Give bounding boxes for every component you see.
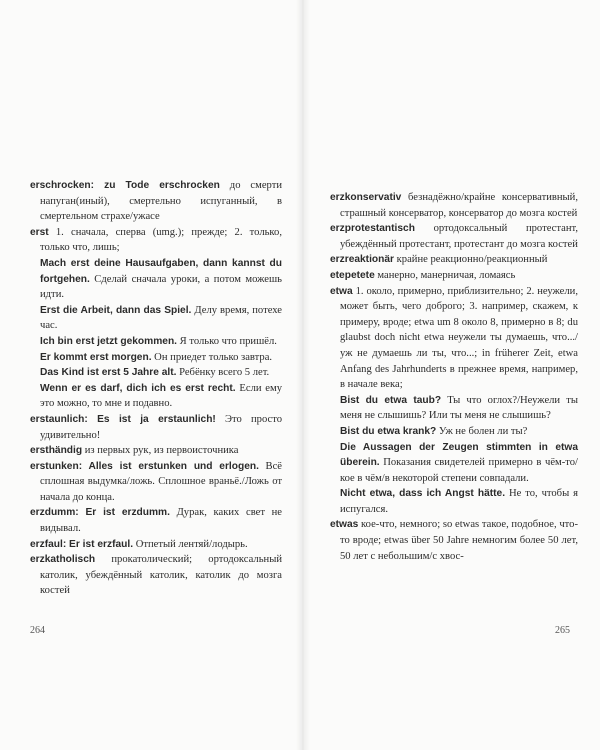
translation: ортодоксальный протестант, убеждённый протестант, протестант до мозга костей	[340, 223, 578, 250]
dictionary-entry	[330, 221, 578, 252]
headword: Ich bin erst jetzt gekommen.	[40, 335, 177, 347]
left-page-column	[30, 178, 282, 599]
dictionary-example	[30, 350, 282, 366]
headword: Erst die Arbeit, dann das Spiel.	[40, 304, 192, 316]
translation: кое-что, немного; so etwas такое, подобное, что-то вроде; etwas über 50 Jahre немногим более 50 лет, 50 лет с небольшим/с хвос-	[340, 519, 578, 562]
translation: Если ему это можно, то мне и подавно.	[40, 382, 282, 410]
headword: erzdumm: Er ist erzdumm.	[30, 507, 170, 519]
headword: erzkatholisch	[30, 554, 96, 566]
headword: Nicht etwa, dass ich Angst hätte.	[340, 488, 506, 500]
dictionary-entry	[330, 268, 578, 284]
dictionary-example	[330, 486, 578, 517]
page-number-left: 264	[30, 625, 45, 636]
dictionary-example	[330, 440, 578, 487]
dictionary-entry	[30, 537, 282, 553]
headword: ersthändig	[30, 445, 83, 457]
translation: Он приедет только завтра.	[151, 351, 273, 363]
translation: Делу время, потехе час.	[40, 304, 282, 332]
right-page-column	[330, 190, 578, 564]
translation: Показания свидетелей примерно в чём-то/кое в чём/в некоторой степени совпадали.	[340, 457, 578, 484]
dictionary-entry	[30, 505, 282, 536]
translation: Я только что пришёл.	[177, 335, 277, 347]
headword: erzfaul: Er ist erzfaul.	[30, 538, 134, 550]
dictionary-entry	[30, 225, 282, 256]
headword: erstaunlich: Es ist ja erstaunlich!	[30, 413, 216, 425]
translation: Отпетый лентяй/лодырь.	[133, 538, 248, 550]
headword: erschrocken: zu Tode erschrocken	[30, 180, 220, 191]
headword: erstunken: Alles ist erstunken und erlogen.	[30, 460, 259, 472]
right-page	[300, 0, 600, 750]
translation: Дурак, каких свет не видывал.	[40, 507, 282, 535]
translation: Это просто удивительно!	[40, 413, 283, 441]
dictionary-entry	[30, 178, 282, 225]
translation: 1. около, примерно, приблизительно; 2. неужели, может быть, чего доброго; 3. например, скажем, к примеру, вроде; etwa um 8 около 8, примерно в 8; du glaubst doch nicht etwa неужели ты думаешь, что.../уж не думаешь ли ты, что...; in früherer Zeit, etwa Anfang des Jahrhunderts в прежнее время, например, в начале века;	[340, 285, 578, 391]
translation: Всё сплошная выдумка/ложь. Сплошное враньё./Ложь от начала до конца.	[40, 460, 283, 503]
dictionary-entry	[330, 284, 578, 393]
translation: Сделай сначала уроки, а потом можешь идти.	[40, 273, 282, 301]
headword: erst	[30, 226, 49, 238]
headword: etwas	[330, 519, 359, 531]
headword: Mach erst deine Hausaufgaben, dann kannst du fortgehen.	[40, 257, 282, 285]
translation: манерно, манерничая, ломаясь	[374, 269, 516, 281]
headword: Er kommt erst morgen.	[40, 351, 152, 363]
headword: etepetete	[330, 269, 375, 281]
translation: до смерти напуган(иный), смертельно испуганный, в смертельном страхе/ужасе	[40, 180, 282, 223]
headword: Die Aussagen der Zeugen stimmten in etwa überein.	[340, 441, 578, 469]
dictionary-entry	[30, 552, 282, 599]
dictionary-example	[30, 256, 282, 303]
dictionary-entry	[30, 443, 282, 459]
headword: Das Kind ist erst 5 Jahre alt.	[40, 367, 177, 379]
translation: Ты что оглох?/Неужели ты меня не слышишь? Или ты меня не слышишь?	[340, 394, 578, 422]
dictionary-example	[30, 303, 282, 334]
translation: Не то, чтобы я испугался.	[340, 488, 578, 515]
translation: из первых рук, из первоисточника	[82, 445, 239, 457]
translation: крайне реакционно/реакционный	[394, 254, 548, 266]
translation: безнадёжно/крайне консервативный, страшный консерватор, консерватор до мозга костей	[340, 192, 578, 219]
dictionary-entry	[30, 412, 282, 443]
dictionary-example	[330, 393, 578, 424]
dictionary-entry	[330, 252, 578, 268]
translation: 1. сначала, сперва (umg.); прежде; 2. только, только что, лишь;	[40, 226, 282, 254]
page-number-right: 265	[555, 625, 570, 636]
dictionary-example	[30, 365, 282, 381]
translation: Уж не болен ли ты?	[436, 425, 528, 437]
dictionary-entry	[30, 459, 282, 506]
dictionary-example	[30, 381, 282, 412]
headword: Bist du etwa taub?	[340, 394, 442, 406]
headword: etwa	[330, 285, 353, 297]
translation: Ребёнку всего 5 лет.	[176, 367, 270, 379]
headword: erzprotestantisch	[330, 223, 415, 235]
headword: erzreaktionär	[330, 254, 394, 266]
dictionary-example	[30, 334, 282, 350]
headword: Bist du etwa krank?	[340, 425, 437, 437]
headword: Wenn er es darf, dich ich es erst recht.	[40, 382, 236, 394]
translation: прокатолический; ортодоксальный католик, убеждённый католик, католик до мозга костей	[40, 554, 282, 597]
headword: erzkonservativ	[330, 192, 402, 203]
dictionary-entry	[330, 517, 578, 564]
dictionary-example	[330, 424, 578, 440]
dictionary-entry	[330, 190, 578, 221]
